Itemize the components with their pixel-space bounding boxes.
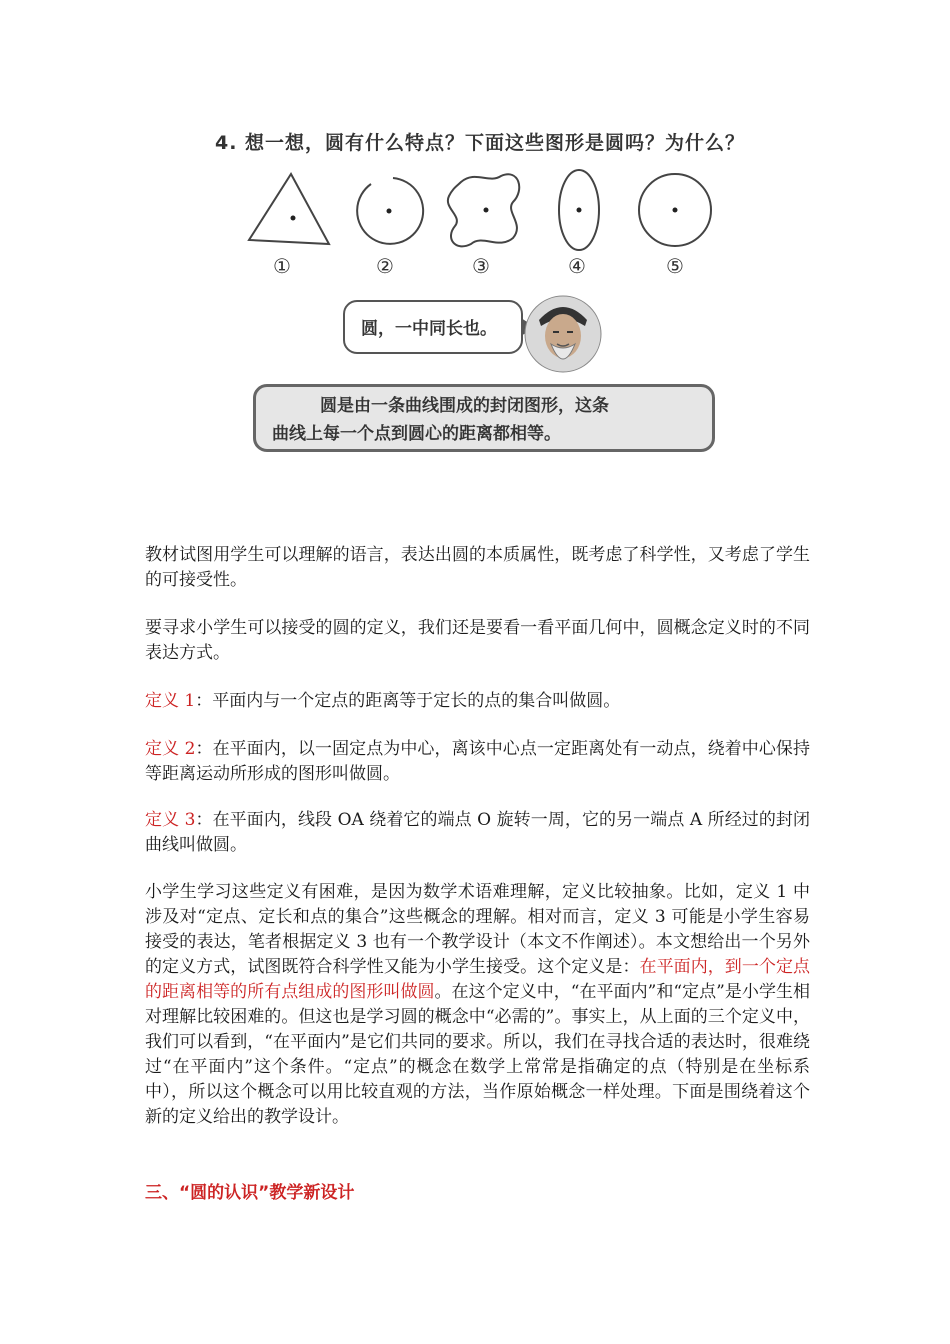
paragraph-3-part-2: 。在这个定义中，“在平面内”和“定点”是小学生相对理解比较困难的。但这也是学习圆的概念中“必需的”。事实上，从上面的三个定义中，我们可以看到，“在平面内”是它们共同的要求。所以，我们在寻找合适的表达时，很难绕过“在平面内”这个条件。“定点”的概念在数学上常常是指确定的点（特别是在坐标系中），所以这个概念可以用比较直观的方法，当作原始概念一样处理。下面是围绕着这个新的定义给出的教学设计。 xyxy=(145,982,811,1127)
definition-line-1: 圆是由一条曲线围成的封闭图形，这条 xyxy=(320,396,609,416)
definition-3 xyxy=(145,808,810,858)
paragraph-2: 要寻求小学生可以接受的圆的定义，我们还是要看一看平面几何中，圆概念定义时的不同表达方式。 xyxy=(145,618,810,663)
definition-1-text: ：平面内与一个定点的距离等于定长的点的集合叫做圆。 xyxy=(195,691,621,711)
shape-label-3: ③ xyxy=(472,254,490,278)
definition-3-label: 定义 3 xyxy=(145,810,196,830)
textbook-figure xyxy=(205,122,765,462)
definition-box xyxy=(253,384,715,452)
definition-line-2: 曲线上每一个点到圆心的距离都相等。 xyxy=(272,424,561,444)
circle-center-dot xyxy=(673,208,678,213)
triangle-center-dot xyxy=(291,216,296,221)
triangle-shape xyxy=(249,174,329,244)
definition-1 xyxy=(145,689,810,714)
shape-label-4: ④ xyxy=(568,254,586,278)
ellipse-center-dot xyxy=(577,208,582,213)
new-definition-highlight: 在平面内，到一个定点的距离相等的所有点组成的图形叫做圆 xyxy=(145,957,811,1002)
shape-label-1: ① xyxy=(273,254,291,278)
mozi-portrait-icon xyxy=(523,292,603,376)
shape-row xyxy=(243,168,723,258)
definition-1-label: 定义 1 xyxy=(145,691,196,711)
speech-bubble: 圆，一中同长也。 xyxy=(343,300,523,354)
open-circle-center-dot xyxy=(387,209,392,214)
paragraph-3 xyxy=(145,880,810,1130)
blob-center-dot xyxy=(484,208,489,213)
section-heading: 三、“圆的认识”教学新设计 xyxy=(145,1183,355,1203)
figure-question: 4. 想一想，圆有什么特点？下面这些图形是圆吗？为什么？ xyxy=(215,132,746,154)
paragraph-1: 教材试图用学生可以理解的语言，表达出圆的本质属性，既考虑了科学性，又考虑了学生的可接受性。 xyxy=(145,545,810,590)
paragraph-3-part-1: 小学生学习这些定义有困难，是因为数学术语难理解，定义比较抽象。比如，定义 1 中涉及对“定点、定长和点的集合”这些概念的理解。相对而言，定义 3 可能是小学生容易接受的表达，笔者根据定义 3 也有一个教学设计（本文不作阐述）。本文想给出一个另外的定义方式，试图既符合科学性又能为小学生接受。这个定义是： xyxy=(145,882,810,977)
shape-label-2: ② xyxy=(376,254,394,278)
definition-2-label: 定义 2 xyxy=(145,739,196,759)
definition-2 xyxy=(145,737,810,787)
definition-2-text: ：在平面内，以一固定点为中心，离该中心点一定距离处有一动点，绕着中心保持等距离运动所形成的图形叫做圆。 xyxy=(145,739,810,784)
shape-label-5: ⑤ xyxy=(666,254,684,278)
definition-3-text: ：在平面内，线段 OA 绕着它的端点 O 旋转一周，它的另一端点 A 所经过的封闭曲线叫做圆。 xyxy=(145,810,810,855)
